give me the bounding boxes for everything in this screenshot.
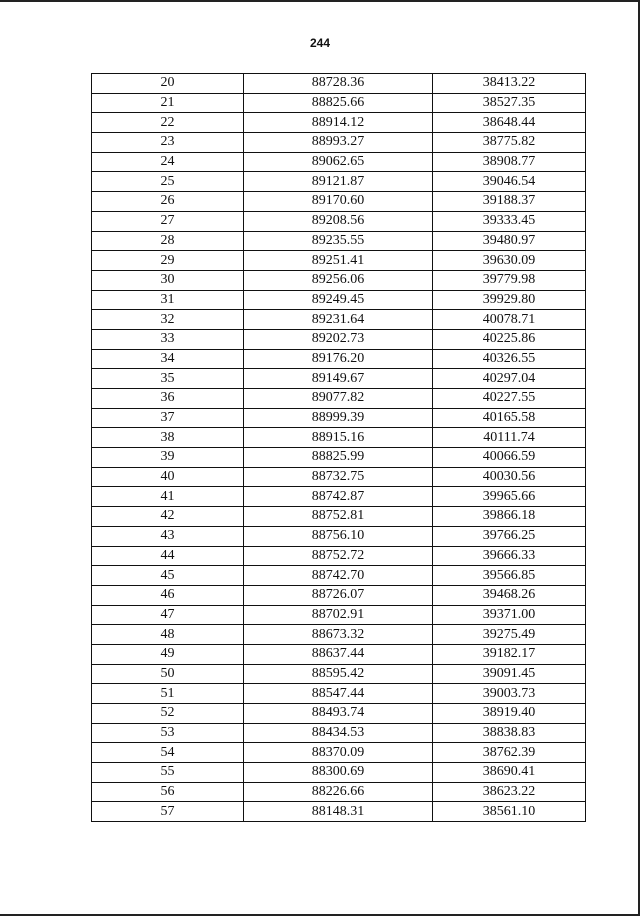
- point-number-cell: 47: [92, 605, 244, 625]
- point-number-cell: 40: [92, 467, 244, 487]
- point-number-cell: 24: [92, 152, 244, 172]
- x-coordinate-cell: 88732.75: [244, 467, 433, 487]
- point-number-cell: 27: [92, 211, 244, 231]
- point-number-cell: 53: [92, 723, 244, 743]
- x-coordinate-cell: 89231.64: [244, 310, 433, 330]
- y-coordinate-cell: 39766.25: [433, 526, 586, 546]
- x-coordinate-cell: 88300.69: [244, 763, 433, 783]
- y-coordinate-cell: 39630.09: [433, 251, 586, 271]
- table-row: [92, 211, 586, 231]
- coordinates-table: [91, 73, 586, 822]
- page-number: 244: [309, 36, 331, 50]
- x-coordinate-cell: 88726.07: [244, 585, 433, 605]
- point-number-cell: 36: [92, 389, 244, 409]
- point-number-cell: 43: [92, 526, 244, 546]
- y-coordinate-cell: 39468.26: [433, 585, 586, 605]
- x-coordinate-cell: 88825.66: [244, 93, 433, 113]
- y-coordinate-cell: 39333.45: [433, 211, 586, 231]
- x-coordinate-cell: 89062.65: [244, 152, 433, 172]
- point-number-cell: 51: [92, 684, 244, 704]
- table-row: [92, 782, 586, 802]
- x-coordinate-cell: 88493.74: [244, 704, 433, 724]
- x-coordinate-cell: 88914.12: [244, 113, 433, 133]
- x-coordinate-cell: 89170.60: [244, 192, 433, 212]
- point-number-cell: 32: [92, 310, 244, 330]
- point-number-cell: 45: [92, 566, 244, 586]
- point-number-cell: 39: [92, 448, 244, 468]
- table-row: [92, 310, 586, 330]
- point-number-cell: 55: [92, 763, 244, 783]
- point-number-cell: 22: [92, 113, 244, 133]
- y-coordinate-cell: 40078.71: [433, 310, 586, 330]
- table-row: [92, 270, 586, 290]
- y-coordinate-cell: 39666.33: [433, 546, 586, 566]
- y-coordinate-cell: 39866.18: [433, 507, 586, 527]
- x-coordinate-cell: 89251.41: [244, 251, 433, 271]
- x-coordinate-cell: 88148.31: [244, 802, 433, 822]
- point-number-cell: 20: [92, 74, 244, 94]
- table-row: [92, 93, 586, 113]
- table-row: [92, 290, 586, 310]
- point-number-cell: 37: [92, 408, 244, 428]
- x-coordinate-cell: 88728.36: [244, 74, 433, 94]
- y-coordinate-cell: 38623.22: [433, 782, 586, 802]
- point-number-cell: 33: [92, 329, 244, 349]
- point-number-cell: 30: [92, 270, 244, 290]
- y-coordinate-cell: 39003.73: [433, 684, 586, 704]
- x-coordinate-cell: 88756.10: [244, 526, 433, 546]
- y-coordinate-cell: 39046.54: [433, 172, 586, 192]
- table-row: [92, 546, 586, 566]
- point-number-cell: 50: [92, 664, 244, 684]
- x-coordinate-cell: 89208.56: [244, 211, 433, 231]
- table-row: [92, 802, 586, 822]
- x-coordinate-cell: 88547.44: [244, 684, 433, 704]
- point-number-cell: 38: [92, 428, 244, 448]
- y-coordinate-cell: 39480.97: [433, 231, 586, 251]
- y-coordinate-cell: 38908.77: [433, 152, 586, 172]
- x-coordinate-cell: 88226.66: [244, 782, 433, 802]
- table-row: [92, 743, 586, 763]
- x-coordinate-cell: 88595.42: [244, 664, 433, 684]
- point-number-cell: 48: [92, 625, 244, 645]
- table-row: [92, 133, 586, 153]
- y-coordinate-cell: 38762.39: [433, 743, 586, 763]
- page-frame-top: [0, 0, 640, 2]
- y-coordinate-cell: 40111.74: [433, 428, 586, 448]
- x-coordinate-cell: 89121.87: [244, 172, 433, 192]
- y-coordinate-cell: 39188.37: [433, 192, 586, 212]
- table-row: [92, 74, 586, 94]
- table-row: [92, 644, 586, 664]
- point-number-cell: 28: [92, 231, 244, 251]
- table-row: [92, 625, 586, 645]
- point-number-cell: 29: [92, 251, 244, 271]
- table-row: [92, 172, 586, 192]
- x-coordinate-cell: 88742.87: [244, 487, 433, 507]
- point-number-cell: 34: [92, 349, 244, 369]
- point-number-cell: 41: [92, 487, 244, 507]
- table-row: [92, 684, 586, 704]
- x-coordinate-cell: 88752.81: [244, 507, 433, 527]
- table-row: [92, 448, 586, 468]
- y-coordinate-cell: 40066.59: [433, 448, 586, 468]
- table-row: [92, 723, 586, 743]
- point-number-cell: 31: [92, 290, 244, 310]
- x-coordinate-cell: 89202.73: [244, 329, 433, 349]
- x-coordinate-cell: 89077.82: [244, 389, 433, 409]
- table-row: [92, 763, 586, 783]
- y-coordinate-cell: 40297.04: [433, 369, 586, 389]
- y-coordinate-cell: 38561.10: [433, 802, 586, 822]
- y-coordinate-cell: 38527.35: [433, 93, 586, 113]
- y-coordinate-cell: 38690.41: [433, 763, 586, 783]
- y-coordinate-cell: 38413.22: [433, 74, 586, 94]
- y-coordinate-cell: 38838.83: [433, 723, 586, 743]
- x-coordinate-cell: 89256.06: [244, 270, 433, 290]
- point-number-cell: 42: [92, 507, 244, 527]
- y-coordinate-cell: 40030.56: [433, 467, 586, 487]
- y-coordinate-cell: 39965.66: [433, 487, 586, 507]
- x-coordinate-cell: 89235.55: [244, 231, 433, 251]
- x-coordinate-cell: 89149.67: [244, 369, 433, 389]
- table-row: [92, 507, 586, 527]
- point-number-cell: 49: [92, 644, 244, 664]
- point-number-cell: 35: [92, 369, 244, 389]
- table-row: [92, 389, 586, 409]
- table-row: [92, 605, 586, 625]
- y-coordinate-cell: 40326.55: [433, 349, 586, 369]
- table-row: [92, 487, 586, 507]
- x-coordinate-cell: 88702.91: [244, 605, 433, 625]
- table-row: [92, 408, 586, 428]
- table-row: [92, 329, 586, 349]
- y-coordinate-cell: 39566.85: [433, 566, 586, 586]
- point-number-cell: 26: [92, 192, 244, 212]
- x-coordinate-cell: 88742.70: [244, 566, 433, 586]
- table-row: [92, 467, 586, 487]
- y-coordinate-cell: 39371.00: [433, 605, 586, 625]
- point-number-cell: 54: [92, 743, 244, 763]
- point-number-cell: 46: [92, 585, 244, 605]
- x-coordinate-cell: 88752.72: [244, 546, 433, 566]
- table-row: [92, 251, 586, 271]
- x-coordinate-cell: 88434.53: [244, 723, 433, 743]
- table-row: [92, 152, 586, 172]
- y-coordinate-cell: 40227.55: [433, 389, 586, 409]
- point-number-cell: 57: [92, 802, 244, 822]
- table-row: [92, 664, 586, 684]
- point-number-cell: 52: [92, 704, 244, 724]
- point-number-cell: 44: [92, 546, 244, 566]
- x-coordinate-cell: 88673.32: [244, 625, 433, 645]
- x-coordinate-cell: 88637.44: [244, 644, 433, 664]
- table-row: [92, 231, 586, 251]
- y-coordinate-cell: 38919.40: [433, 704, 586, 724]
- coordinates-table-body: [92, 74, 586, 822]
- table-row: [92, 566, 586, 586]
- x-coordinate-cell: 89176.20: [244, 349, 433, 369]
- point-number-cell: 25: [92, 172, 244, 192]
- table-row: [92, 704, 586, 724]
- point-number-cell: 21: [92, 93, 244, 113]
- y-coordinate-cell: 39182.17: [433, 644, 586, 664]
- table-row: [92, 369, 586, 389]
- x-coordinate-cell: 88370.09: [244, 743, 433, 763]
- table-row: [92, 585, 586, 605]
- table-row: [92, 526, 586, 546]
- point-number-cell: 56: [92, 782, 244, 802]
- y-coordinate-cell: 40165.58: [433, 408, 586, 428]
- y-coordinate-cell: 38775.82: [433, 133, 586, 153]
- x-coordinate-cell: 88999.39: [244, 408, 433, 428]
- table-row: [92, 192, 586, 212]
- y-coordinate-cell: 39779.98: [433, 270, 586, 290]
- table-row: [92, 113, 586, 133]
- x-coordinate-cell: 88993.27: [244, 133, 433, 153]
- y-coordinate-cell: 40225.86: [433, 329, 586, 349]
- x-coordinate-cell: 88915.16: [244, 428, 433, 448]
- x-coordinate-cell: 89249.45: [244, 290, 433, 310]
- x-coordinate-cell: 88825.99: [244, 448, 433, 468]
- table-row: [92, 428, 586, 448]
- y-coordinate-cell: 39275.49: [433, 625, 586, 645]
- y-coordinate-cell: 39091.45: [433, 664, 586, 684]
- table-row: [92, 349, 586, 369]
- point-number-cell: 23: [92, 133, 244, 153]
- y-coordinate-cell: 38648.44: [433, 113, 586, 133]
- y-coordinate-cell: 39929.80: [433, 290, 586, 310]
